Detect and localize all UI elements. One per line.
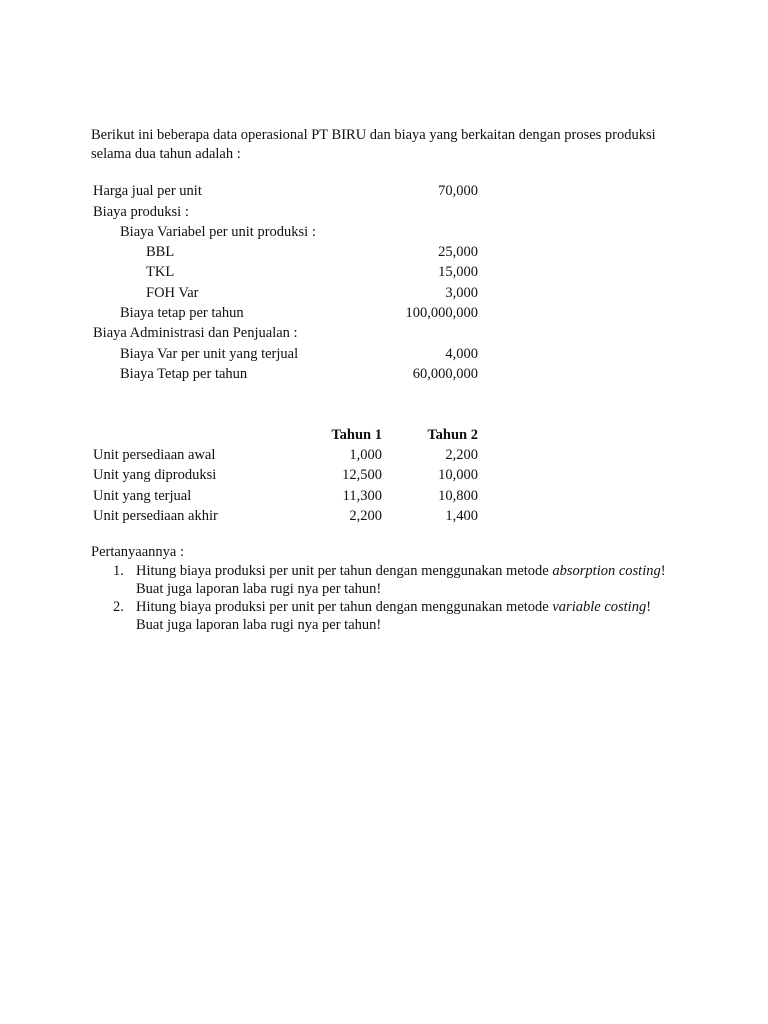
intro-paragraph xyxy=(91,126,691,164)
table-row-label: Unit persediaan akhir xyxy=(93,508,218,524)
table-cell-tahun-2: 10,800 xyxy=(438,488,478,504)
question-punct: ! xyxy=(660,563,666,579)
questions-title: Pertanyaannya : xyxy=(91,544,185,560)
question-line-2: Buat juga laporan laba rugi nya per tahun! xyxy=(136,581,382,597)
question-number: 2. xyxy=(113,599,124,615)
table-row-label: Unit yang terjual xyxy=(93,488,192,504)
biaya-tetap-admin-label: Biaya Tetap per tahun xyxy=(120,366,248,382)
table-cell-tahun-1: 2,200 xyxy=(349,508,382,524)
table-cell-tahun-1: 1,000 xyxy=(349,447,382,463)
biaya-admin-label: Biaya Administrasi dan Penjualan : xyxy=(93,325,298,341)
biaya-tetap-admin-value: 60,000,000 xyxy=(412,366,478,382)
bbl-label: BBL xyxy=(146,244,175,260)
tkl-label: TKL xyxy=(146,264,175,280)
biaya-var-terjual-value: 4,000 xyxy=(445,346,478,362)
harga-jual-value: 70,000 xyxy=(438,183,478,199)
question-method: absorption costing xyxy=(552,563,661,579)
table-header-tahun-1: Tahun 1 xyxy=(331,427,382,443)
biaya-var-terjual-label: Biaya Var per unit yang terjual xyxy=(120,346,299,362)
table-cell-tahun-2: 2,200 xyxy=(445,447,478,463)
foh-var-value: 3,000 xyxy=(445,285,478,301)
question-line-1 xyxy=(136,562,691,580)
foh-var-label: FOH Var xyxy=(146,285,199,301)
question-text: Hitung biaya produksi per unit per tahun dengan menggunakan metode xyxy=(136,563,553,579)
question-method: variable costing xyxy=(552,599,647,615)
tkl-value: 15,000 xyxy=(438,264,478,280)
intro-line-2: selama dua tahun adalah : xyxy=(91,146,241,162)
biaya-variabel-label: Biaya Variabel per unit produksi : xyxy=(120,224,316,240)
table-cell-tahun-2: 1,400 xyxy=(445,508,478,524)
table-cell-tahun-1: 11,300 xyxy=(342,488,382,504)
question-item xyxy=(91,598,691,634)
question-line-1 xyxy=(136,598,691,616)
question-text: Hitung biaya produksi per unit per tahun dengan menggunakan metode xyxy=(136,599,553,615)
table-row-label: Unit persediaan awal xyxy=(93,447,216,463)
question-number: 1. xyxy=(113,563,124,579)
bbl-value: 25,000 xyxy=(438,244,478,260)
table-cell-tahun-2: 10,000 xyxy=(438,467,478,483)
table-row-label: Unit yang diproduksi xyxy=(93,467,217,483)
questions-list xyxy=(91,562,691,634)
intro-line-1: Berikut ini beberapa data operasional PT BIRU dan biaya yang berkaitan dengan proses produksi xyxy=(91,127,656,143)
harga-jual-label: Harga jual per unit xyxy=(93,183,202,199)
biaya-tetap-value: 100,000,000 xyxy=(405,305,478,321)
table-cell-tahun-1: 12,500 xyxy=(342,467,382,483)
table-header-tahun-2: Tahun 2 xyxy=(427,427,478,443)
biaya-produksi-label: Biaya produksi : xyxy=(93,204,189,220)
question-line-2: Buat juga laporan laba rugi nya per tahun! xyxy=(136,617,382,633)
biaya-tetap-label: Biaya tetap per tahun xyxy=(120,305,244,321)
question-punct: ! xyxy=(646,599,652,615)
question-item xyxy=(91,562,691,598)
